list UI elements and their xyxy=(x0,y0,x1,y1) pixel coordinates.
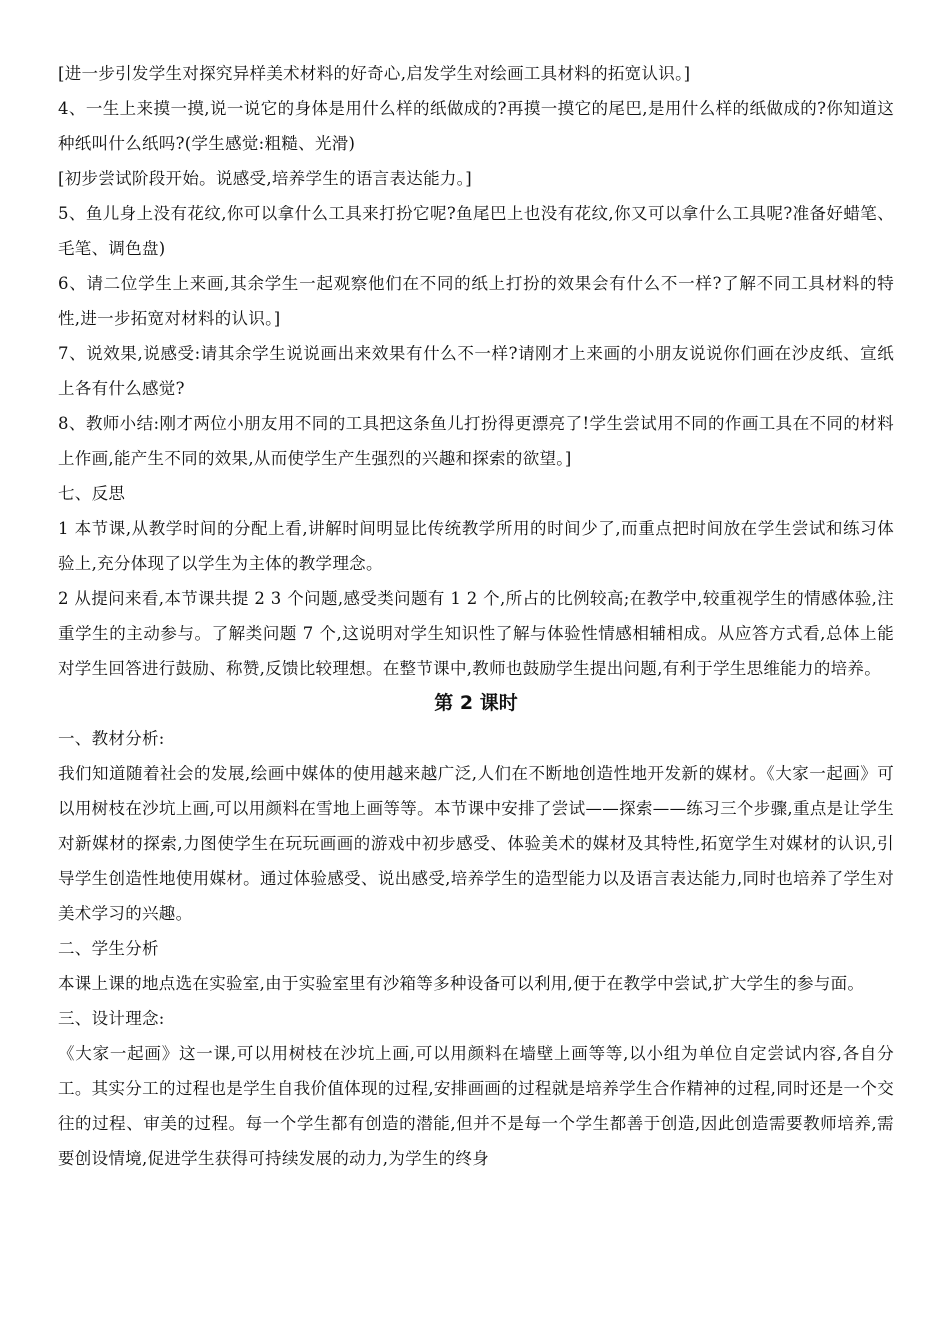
student-analysis-paragraph: 本课上课的地点选在实验室,由于实验室里有沙箱等多种设备可以利用,便于在教学中尝试,扩大学生的参与面。 xyxy=(58,974,865,993)
document-page xyxy=(58,56,894,1176)
lesson-2-title: 第 2 课时 xyxy=(434,692,518,714)
step-4-paragraph: 4、一生上来摸一摸,说一说它的身体是用什么样的纸做成的?再摸一摸它的尾巴,是用什么样的纸做成的?你知道这种纸叫什么纸吗?(学生感觉:粗糙、光滑) xyxy=(58,99,894,153)
step-5-paragraph: 5、鱼儿身上没有花纹,你可以拿什么工具来打扮它呢?鱼尾巴上也没有花纹,你又可以拿什么工具呢?准备好蜡笔、毛笔、调色盘) xyxy=(58,204,894,258)
design-concept-paragraph: 《大家一起画》这一课,可以用树枝在沙坑上画,可以用颜料在墙壁上画等等,以小组为单位自定尝试内容,各自分工。其实分工的过程也是学生自我价值体现的过程,安排画画的过程就是培养学生合作精神的过程,同时还是一个交往的过程、审美的过程。每一个学生都有创造的潜能,但并不是每一个学生都善于创造,因此创造需要教师培养,需要创设情境,促进学生获得可持续发展的动力,为学生的终身 xyxy=(58,1044,894,1168)
step-8-paragraph: 8、教师小结:刚才两位小朋友用不同的工具把这条鱼儿打扮得更漂亮了!学生尝试用不同的作画工具在不同的材料上作画,能产生不同的效果,从而使学生产生强烈的兴趣和探索的欲望。] xyxy=(58,414,894,468)
bracket-note-initial-trial: [初步尝试阶段开始。说感受,培养学生的语言表达能力。] xyxy=(58,169,472,188)
reflection-heading: 七、反思 xyxy=(58,484,126,503)
textbook-analysis-paragraph: 我们知道随着社会的发展,绘画中媒体的使用越来越广泛,人们在不断地创造性地开发新的媒材。《大家一起画》可以用树枝在沙坑上画,可以用颜料在雪地上画等等。本节课中安排了尝试——探索——练习三个步骤,重点是让学生对新媒材的探索,力图使学生在玩玩画画的游戏中初步感受、体验美术的媒材及其特性,拓宽学生对媒材的认识,引导学生创造性地使用媒材。通过体验感受、说出感受,培养学生的造型能力以及语言表达能力,同时也培养了学生对美术学习的兴趣。 xyxy=(58,764,894,923)
student-analysis-heading: 二、学生分析 xyxy=(58,939,159,958)
textbook-analysis-heading: 一、教材分析: xyxy=(58,729,165,748)
step-6-paragraph: 6、请二位学生上来画,其余学生一起观察他们在不同的纸上打扮的效果会有什么不一样?了解不同工具材料的特性,进一步拓宽对材料的认识。] xyxy=(58,274,894,328)
bracket-note-curiosity: [进一步引发学生对探究异样美术材料的好奇心,启发学生对绘画工具材料的拓宽认识。] xyxy=(58,64,691,83)
step-7-paragraph: 7、说效果,说感受:请其余学生说说画出来效果有什么不一样?请刚才上来画的小朋友说说你们画在沙皮纸、宣纸上各有什么感觉? xyxy=(58,344,894,398)
design-concept-heading: 三、设计理念: xyxy=(58,1009,165,1028)
reflection-point-1: 1 本节课,从教学时间的分配上看,讲解时间明显比传统教学所用的时间少了,而重点把时间放在学生尝试和练习体验上,充分体现了以学生为主体的教学理念。 xyxy=(58,519,894,573)
reflection-point-2: 2 从提问来看,本节课共提 2 3 个问题,感受类问题有 1 2 个,所占的比例较高;在教学中,较重视学生的情感体验,注重学生的主动参与。了解类问题 7 个,这说明对学生知识性了解与体验性情感相辅相成。从应答方式看,总体上能对学生回答进行鼓励、称赞,反馈比较理想。在整节课中,教师也鼓励学生提出问题,有利于学生思维能力的培养。 xyxy=(58,589,894,678)
